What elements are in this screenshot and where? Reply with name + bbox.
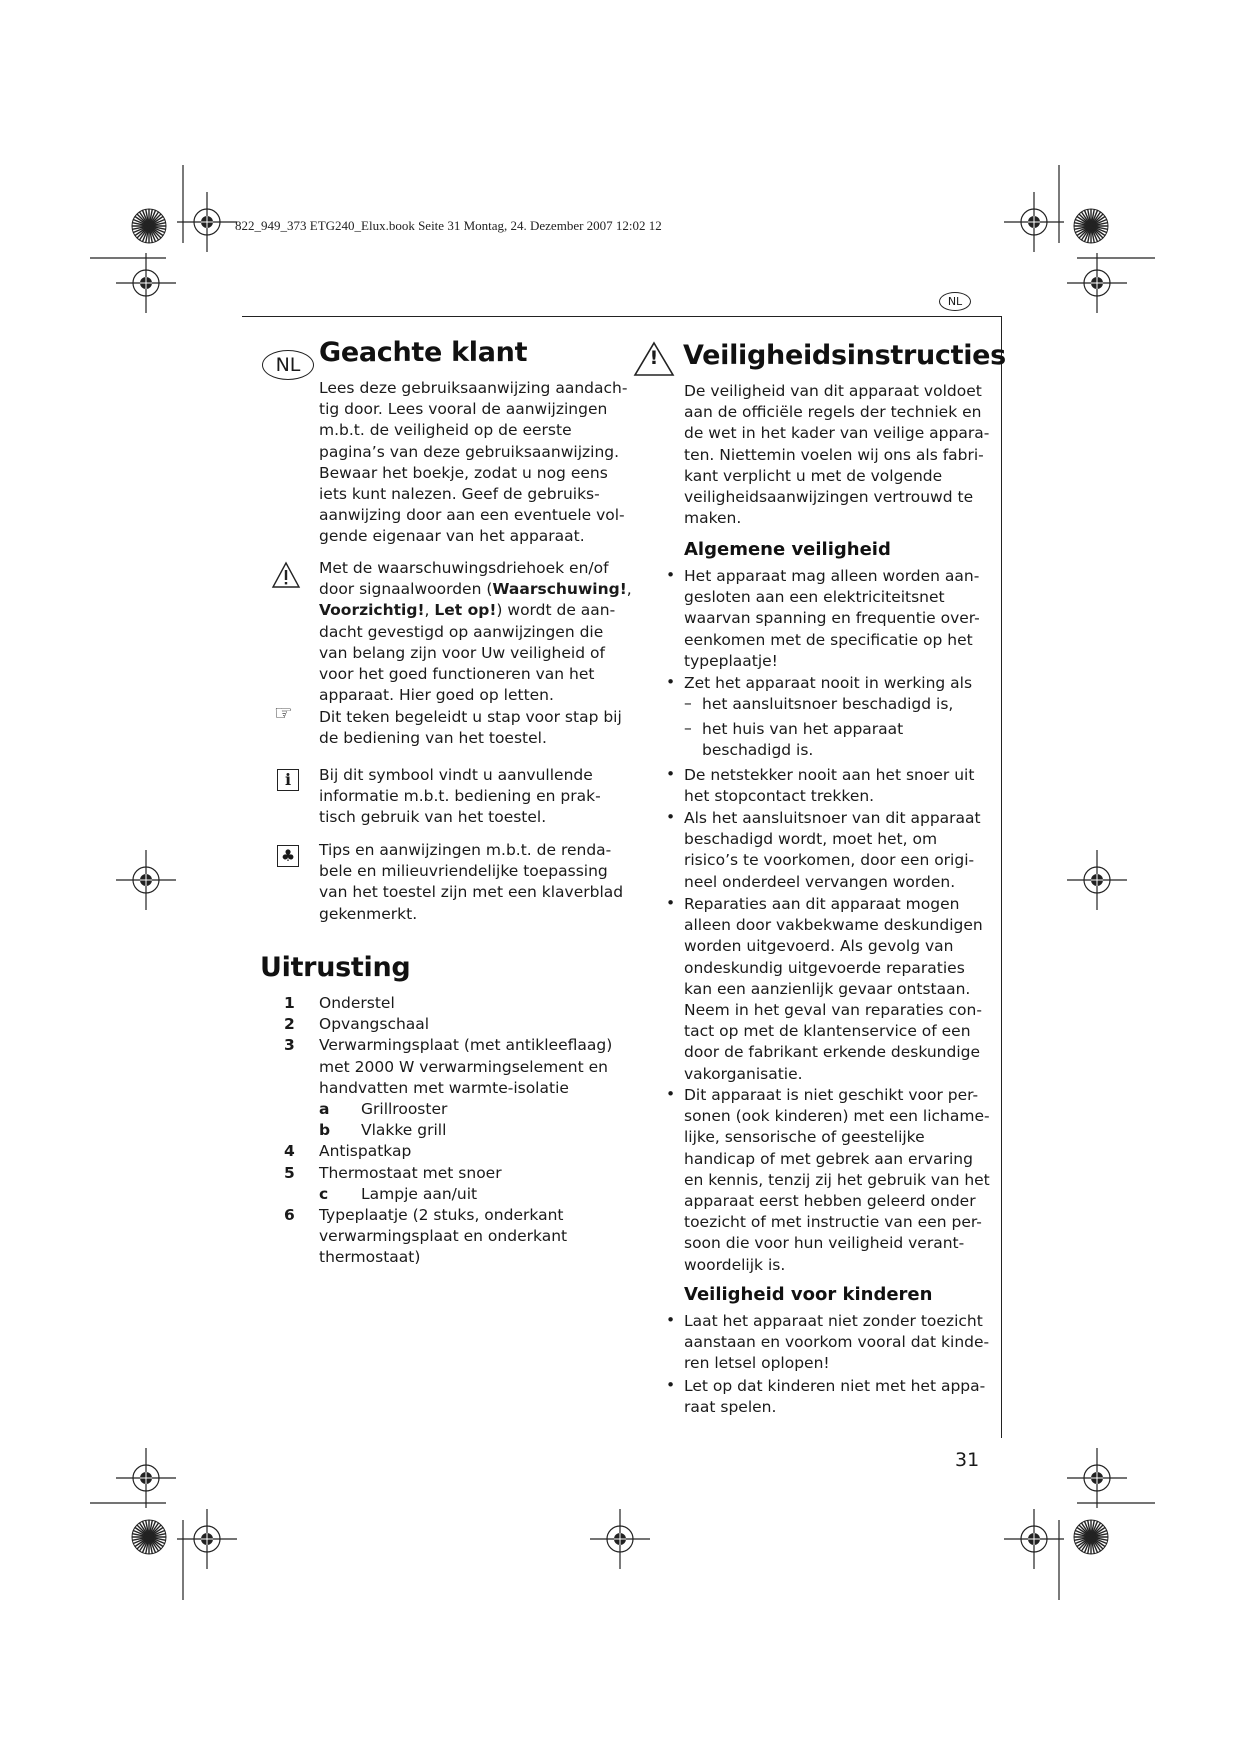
equipment-item-text: handvatten met warmte-isolatie: [319, 1078, 569, 1097]
warning-signal-words-line2: Voorzichtig!, Let op!) wordt de aan-: [319, 601, 616, 620]
equipment-item: [280, 1057, 620, 1078]
intro-paragraph: Lees deze gebruiksaanwijzing aandach- tig door. Lees vooral de aanwijzingen m.b.t. de veiligheid op de eerste pagina’s van deze gebruiksaanwijzing. Bewaar het boekje, zodat u nog eens iets kunt nalezen. Geef de gebruiks- aanwijzing door aan een eventuele vol- gende eigenaar van het apparaat.: [319, 379, 628, 546]
bullet-text-not-suitable: Dit apparaat is niet geschikt voor per- sonen (ook kinderen) met een lichame- lijke, sensorische of geestelijke handicap of met gebrek aan ervaring en kennis, tenzij zij het gebruik van het apparaat eerst hebben geleerd onder toezicht of met instructie van een per- soon die voor hun veiligheid verant- woordelijk is.: [684, 1086, 990, 1274]
equipment-item-number: b: [319, 1121, 331, 1140]
safety-title: Veiligheidsinstructies: [683, 340, 1006, 371]
bullet-text-cord-damage: Als het aansluitsnoer van dit apparaat beschadigd wordt, moet het, om risico’s te voorkomen, door een origi- neel onderdeel vervangen worden.: [684, 809, 981, 891]
warning-explanation: Met de waarschuwingsdriehoek en/of door signaalwoorden (Waarschuwing!, Voorzichtig!, Let op!) wordt de aan- dacht gevestigd op aanwijzingen die van belang zijn voor Uw veiligheid of voor het goed functioneren van het apparaat. Hier goed op letten.: [319, 559, 632, 705]
bullet: •: [666, 673, 676, 691]
greeting-title: Geachte klant: [319, 337, 528, 368]
equipment-item: [280, 993, 620, 1014]
bullet: •: [666, 1085, 676, 1103]
bullet-text-plug: De netstekker nooit aan het snoer uit het stopcontact trekken.: [684, 766, 975, 806]
equipment-item: [280, 1120, 620, 1141]
language-badge-large: NL: [262, 350, 314, 380]
print-info-line: 822_949_373 ETG240_Elux.book Seite 31 Montag, 24. Dezember 2007 12:02 12: [235, 218, 662, 233]
bullet-text-supervision: Laat het apparaat niet zonder toezicht aanstaan en voorkom vooral dat kinde- ren letsel oplopen!: [684, 1312, 990, 1373]
equipment-item-number: 6: [284, 1205, 295, 1224]
header-rule: [242, 316, 1002, 317]
dash-text-housing: het huis van het apparaat beschadigd is.: [702, 720, 904, 760]
bullet: •: [666, 808, 676, 826]
equipment-item: [280, 1035, 620, 1056]
bullet: •: [666, 894, 676, 912]
page-number: 31: [955, 1449, 980, 1471]
equipment-item-text: Antispatkap: [319, 1142, 412, 1161]
equipment-item-number: a: [319, 1099, 330, 1118]
equipment-item: [280, 1078, 620, 1099]
equipment-item-number: 3: [284, 1036, 295, 1055]
equipment-item: [280, 1099, 620, 1120]
warning-signal-words-line1: door signaalwoorden (Waarschuwing!,: [319, 580, 632, 599]
equipment-item-number: 2: [284, 1015, 295, 1034]
equipment-item-text: thermostaat): [319, 1248, 421, 1267]
equipment-item: [280, 1014, 620, 1035]
warning-triangle-icon: [271, 561, 301, 589]
equipment-item-text: Thermostaat met snoer: [319, 1163, 502, 1182]
safety-intro: De veiligheid van dit apparaat voldoet aan de officiële regels der techniek en de wet in het kader van veilige appara- ten. Niettemin voelen wij ons als fabri- kant verplicht u met de volgende veiligheidsaanwijzingen vertrouwd te maken.: [684, 382, 990, 528]
equipment-item-number: 4: [284, 1142, 295, 1161]
equipment-item-number: 1: [284, 994, 295, 1012]
bullet: •: [666, 1376, 676, 1394]
hand-explanation: Dit teken begeleidt u stap voor stap bij de bediening van het toestel.: [319, 708, 622, 748]
equipment-item-text: verwarmingsplaat en onderkant: [319, 1227, 568, 1246]
equipment-item-number: 5: [284, 1163, 295, 1182]
equipment-item: [280, 1205, 620, 1226]
equipment-item: [280, 1184, 620, 1205]
equipment-title: Uitrusting: [260, 952, 411, 983]
equipment-item: [280, 1247, 620, 1268]
general-safety-heading: Algemene veiligheid: [684, 539, 891, 560]
bullet-text-repairs: Reparaties aan dit apparaat mogen alleen door vakbekwame deskundigen worden uitgevoerd. Als gevolg van ondeskundig uitgevoerde reparaties kan een aanzienlijk gevaar ontstaan. Neem in het geval van reparaties con- tact op met de klantenservice of een door de fabrikant erkende deskundige vakorganisatie.: [684, 895, 983, 1083]
bullet-text-never-operate: Zet het apparaat nooit in werking als: [684, 674, 973, 692]
warning-mark: !: [649, 347, 659, 369]
dash: –: [684, 719, 692, 737]
hand-pointer-icon: ☞: [274, 701, 293, 725]
language-badge: NL: [939, 292, 971, 311]
bullet: •: [666, 566, 676, 584]
equipment-list: [280, 993, 620, 1268]
equipment-item-text: Lampje aan/uit: [361, 1184, 478, 1203]
equipment-item: [280, 1163, 620, 1184]
equipment-item-text: Typeplaatje (2 stuks, onderkant: [319, 1205, 564, 1224]
bullet-text-connection: Het apparaat mag alleen worden aan- gesloten aan een elektriciteitsnet waarvan spanning en frequentie over- eenkomen met de specificatie op het typeplaatje!: [684, 567, 980, 670]
bullet-text-children-play: Let op dat kinderen niet met het appa- raat spelen.: [684, 1377, 986, 1417]
equipment-item: [280, 1226, 620, 1247]
eco-explanation: Tips en aanwijzingen m.b.t. de renda- bele en milieuvriendelijke toepassing van het toestel zijn met een klaverblad gekenmerkt.: [319, 841, 624, 923]
dash-text-cord: het aansluitsnoer beschadigd is,: [702, 695, 954, 713]
equipment-item-text: Verwarmingsplaat (met antikleeflaag): [319, 1036, 613, 1055]
equipment-item-text: met 2000 W verwarmingselement en: [319, 1057, 608, 1076]
equipment-item-text: Onderstel: [319, 994, 395, 1012]
bullet: •: [666, 1311, 676, 1329]
equipment-item: [280, 1141, 620, 1162]
children-safety-heading: Veiligheid voor kinderen: [684, 1284, 933, 1305]
info-icon: i: [277, 769, 299, 791]
right-margin-rule: [1001, 316, 1002, 1438]
equipment-item-text: Grillrooster: [361, 1099, 448, 1118]
equipment-item-number: c: [319, 1184, 329, 1203]
clover-icon: ♣: [277, 845, 299, 867]
equipment-item-text: Vlakke grill: [361, 1121, 447, 1140]
dash: –: [684, 694, 692, 712]
bullet: •: [666, 765, 676, 783]
equipment-item-text: Opvangschaal: [319, 1015, 430, 1034]
info-explanation: Bij dit symbool vindt u aanvullende informatie m.b.t. bediening en prak- tisch gebruik van het toestel.: [319, 766, 601, 827]
